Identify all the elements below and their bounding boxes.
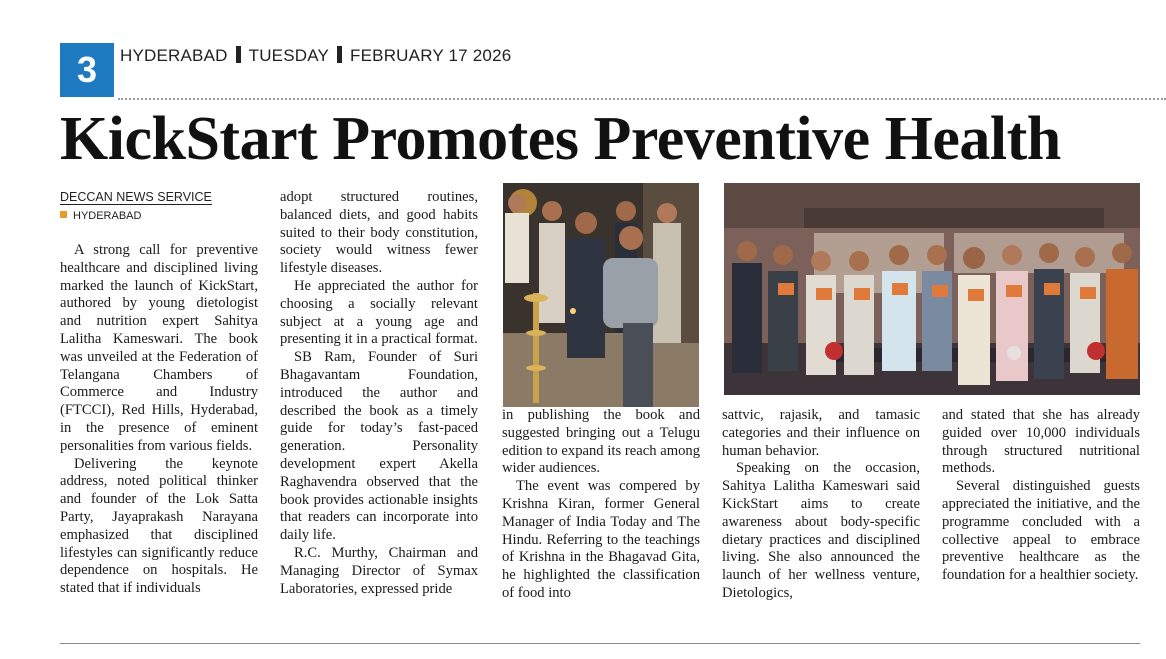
dateline <box>120 46 511 66</box>
paragraph: He appreciated the author for choosing a socially relevant subject at a young age and presenting it in a practical format. <box>280 277 478 348</box>
book-launch-group-photo-art <box>724 183 1140 395</box>
paragraph: Delivering the keynote address, noted political thinker and founder of the Lok Satta Party, Jayaprakash Narayana emphasized that disciplined lifestyles can significantly reduce dependence on hospitals. He stated that if individuals <box>60 455 258 597</box>
paragraph: adopt structured routines, balanced diets, and good habits suited to their body constitution, society would witness fewer lifestyle diseases. <box>280 189 478 277</box>
paragraph: Several distinguished guests appreciated the initiative, and the programme concluded with a collective appeal to embrace preventive healthcare as the foundation for a healthier society. <box>942 478 1140 584</box>
page-number-badge: 3 <box>60 43 114 97</box>
bottom-rule <box>60 643 1140 644</box>
byline-place-label: HYDERABAD <box>73 210 142 222</box>
article-column-3 <box>502 407 700 603</box>
article-column-5 <box>942 407 1140 585</box>
paragraph: and stated that she has already guided over 10,000 individuals through structured nutritional methods. <box>942 407 1140 477</box>
lamp-lighting-photo-art <box>503 183 699 407</box>
paragraph: R.C. Murthy, Chairman and Managing Director of Symax Laboratories, expressed pride <box>280 544 478 597</box>
dateline-separator <box>337 46 342 63</box>
dateline-city: HYDERABAD <box>120 46 228 65</box>
article-column-4 <box>722 407 920 603</box>
dateline-date: FEBRUARY 17 2026 <box>350 46 512 65</box>
dateline-separator <box>236 46 241 63</box>
paragraph: Speaking on the occasion, Sahitya Lalitha Kameswari said KickStart aims to create awareness about body-specific dietary practices and disciplined living. She also announced the launch of her wellness venture, Dietologics, <box>722 460 920 601</box>
article-headline: KickStart Promotes Preventive Health <box>60 105 1061 173</box>
paragraph: The event was compered by Krishna Kiran, former General Manager of India Today and The Hindu. Referring to the teachings of Krishna in the Bhagavad Gita, he highlighted the classification of food into <box>502 478 700 601</box>
place-marker-icon <box>60 211 67 218</box>
byline-place <box>60 210 141 222</box>
article-column-1 <box>60 242 258 598</box>
byline-agency: DECCAN NEWS SERVICE <box>60 190 212 204</box>
book-launch-group-photo <box>724 183 1140 395</box>
paragraph: A strong call for preventive healthcare and disciplined living marked the launch of KickStart, authored by young dietologist and nutrition expert Sahitya Lalitha Kameswari. The book was unveiled at the Federation of Telangana Chambers of Commerce and Industry (FTCCI), Red Hills, Hyderabad, in the presence of eminent personalities from various fields. <box>60 242 258 454</box>
paragraph: in publishing the book and suggested bringing out a Telugu edition to expand its reach among wider audiences. <box>502 407 700 477</box>
dateline-day: TUESDAY <box>248 46 330 65</box>
article-column-2 <box>280 189 478 598</box>
header-dotted-rule <box>118 98 1166 100</box>
lamp-lighting-photo <box>503 183 699 407</box>
paragraph: SB Ram, Founder of Suri Bhagavantam Foundation, introduced the author and described the book as a timely guide for today’s fast-paced generation. Personality development expert Akella Raghavendra observed that the book provides actionable insights that readers can incorporate into daily life. <box>280 349 478 544</box>
paragraph: sattvic, rajasik, and tamasic categories and their influence on human behavior. <box>722 407 920 459</box>
